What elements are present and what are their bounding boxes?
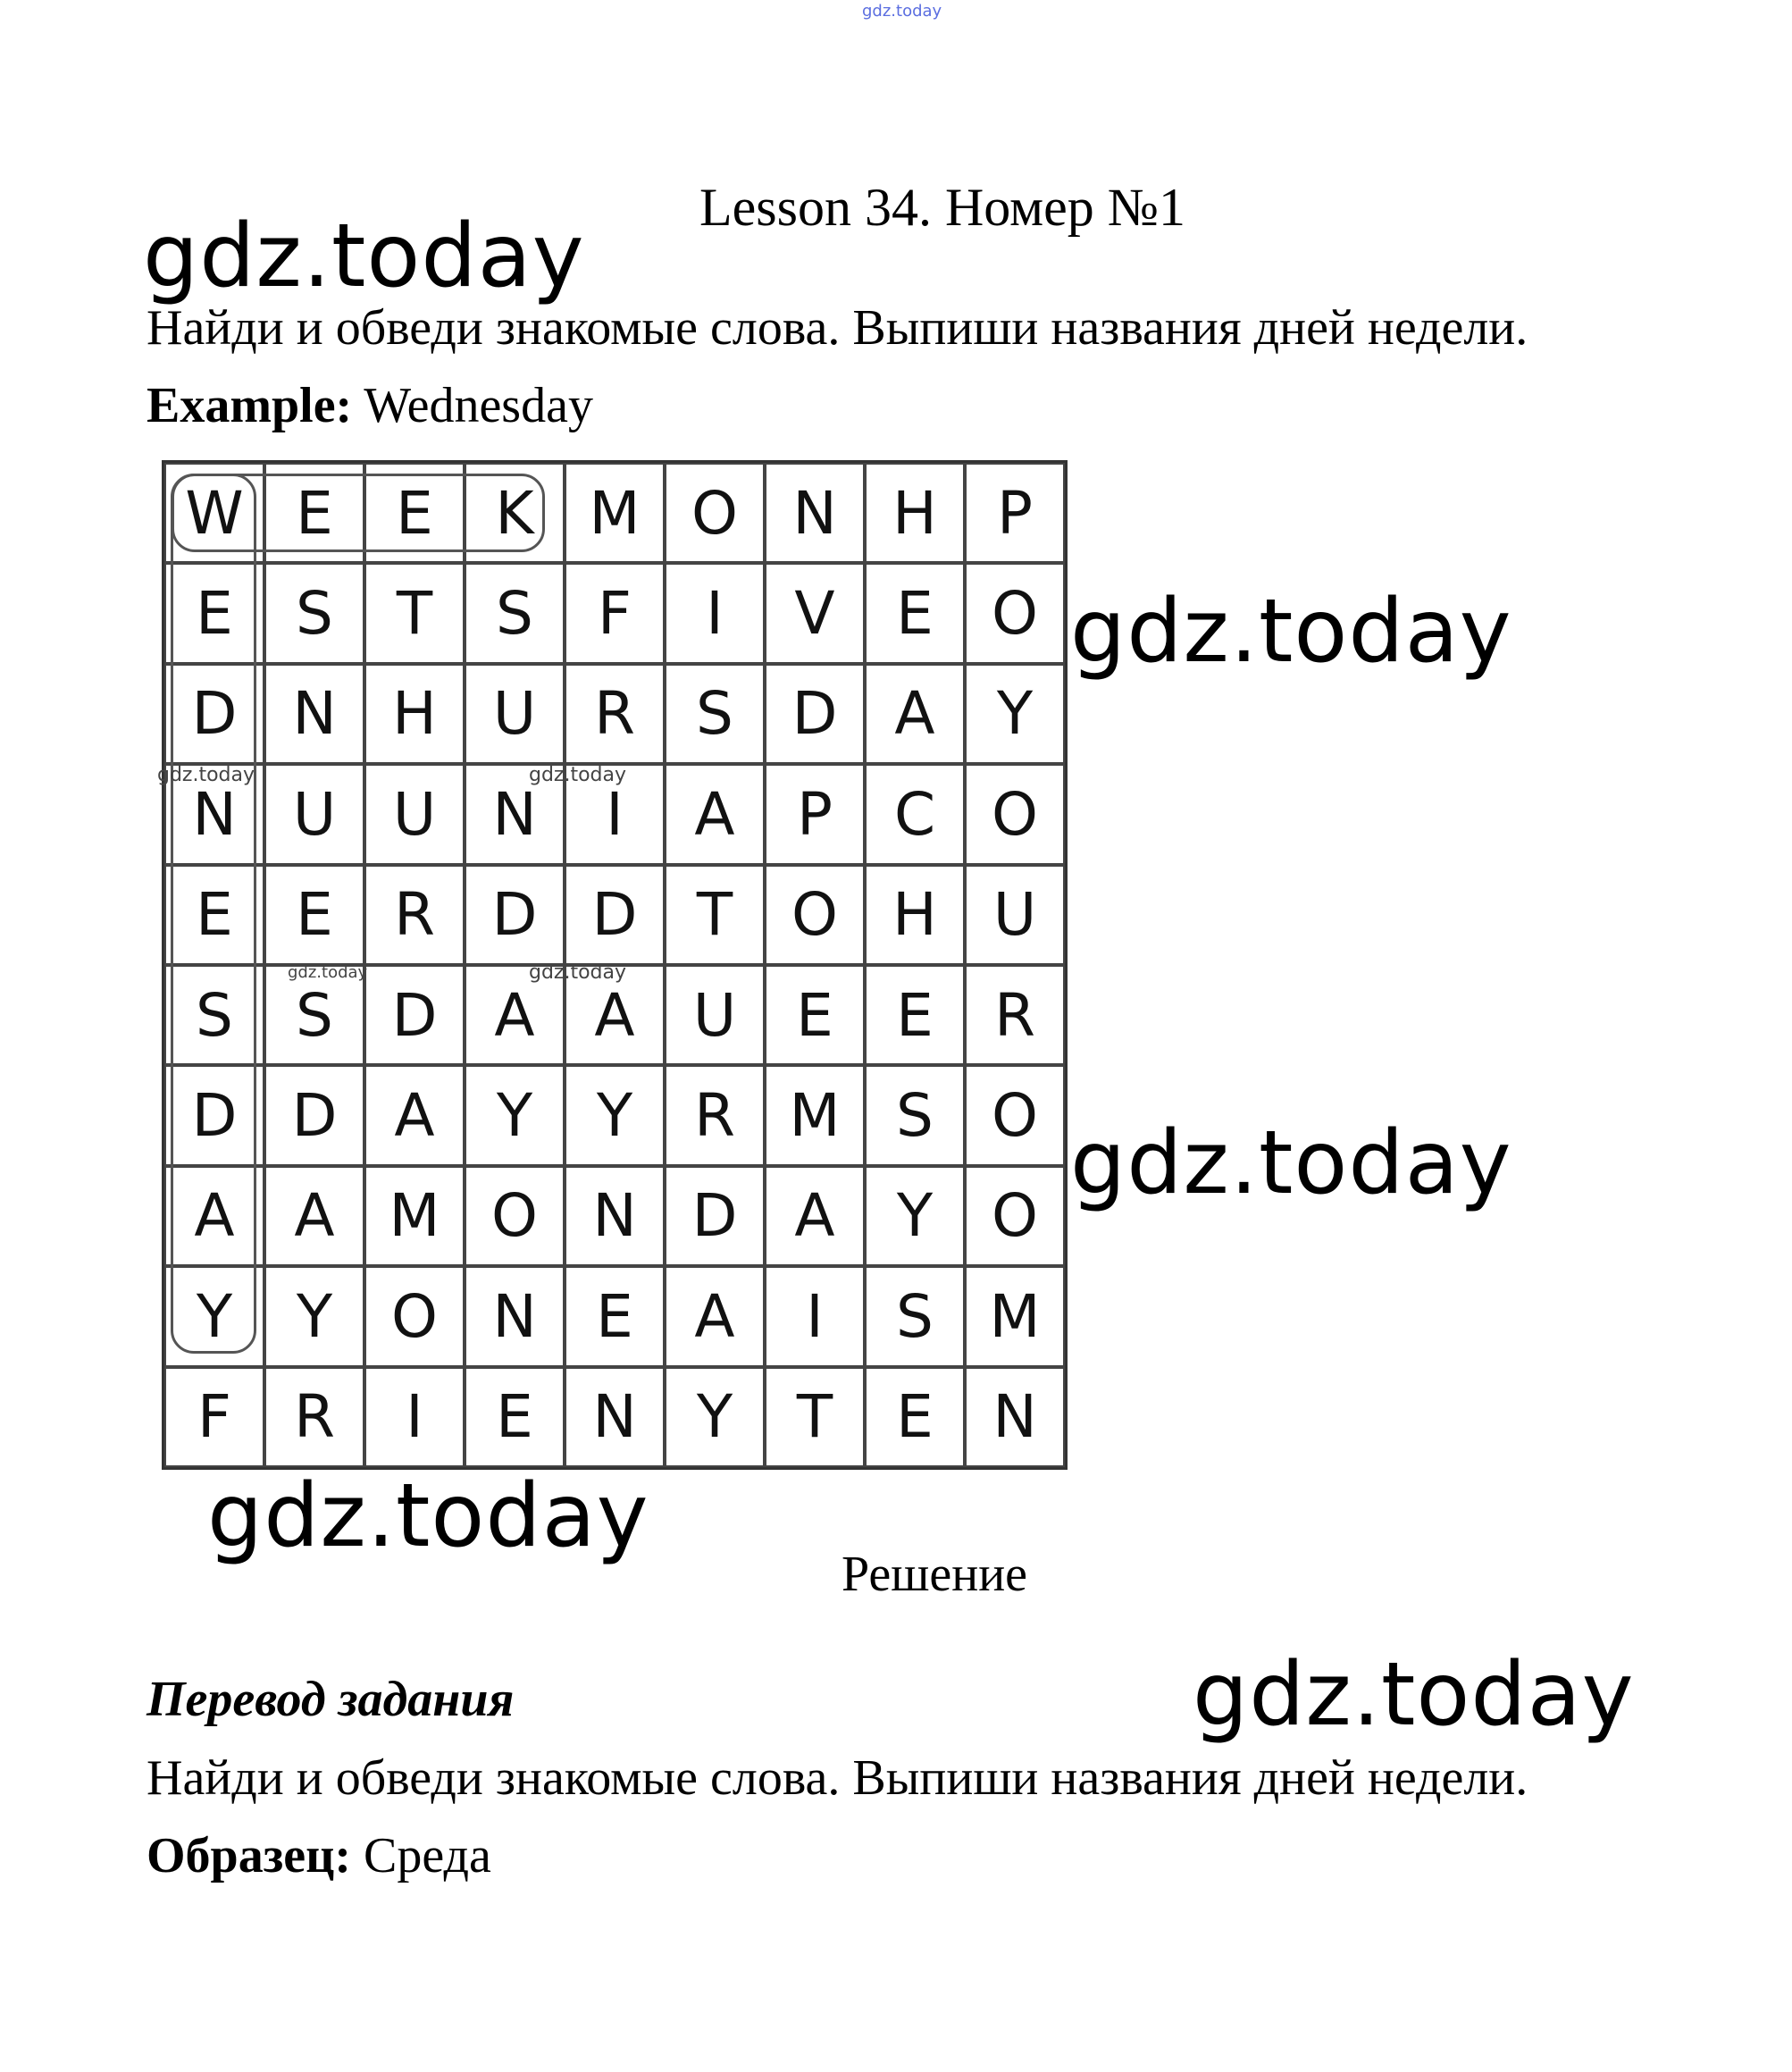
grid-cell: A bbox=[765, 1166, 865, 1266]
grid-cell: A bbox=[665, 1266, 765, 1366]
grid-cell: Y bbox=[465, 1065, 565, 1165]
grid-cell: U bbox=[665, 965, 765, 1065]
grid-cell: U bbox=[965, 865, 1065, 965]
grid-cell: Y bbox=[965, 664, 1065, 764]
watermark-1: gdz.today bbox=[143, 206, 585, 307]
grid-cell: S bbox=[264, 965, 364, 1065]
translation-sample bbox=[147, 1827, 491, 1884]
grid-cell: A bbox=[665, 764, 765, 864]
grid-cell: E bbox=[765, 965, 865, 1065]
grid-cell: R bbox=[965, 965, 1065, 1065]
grid-watermark-3: gdz.today bbox=[288, 963, 368, 982]
grid-cell: E bbox=[164, 563, 264, 663]
grid-cell: I bbox=[765, 1266, 865, 1366]
example-line bbox=[147, 377, 593, 434]
grid-cell: R bbox=[665, 1065, 765, 1165]
grid-cell: M bbox=[364, 1166, 465, 1266]
grid-cell: T bbox=[765, 1367, 865, 1467]
grid-cell: U bbox=[364, 764, 465, 864]
grid-cell: Y bbox=[264, 1266, 364, 1366]
grid-cell: Y bbox=[665, 1367, 765, 1467]
grid-cell: F bbox=[164, 1367, 264, 1467]
grid-cell: N bbox=[965, 1367, 1065, 1467]
grid-cell: M bbox=[965, 1266, 1065, 1366]
grid-cell: D bbox=[765, 664, 865, 764]
grid-cell: R bbox=[364, 865, 465, 965]
grid-cell: N bbox=[565, 1367, 665, 1467]
watermark-2: gdz.today bbox=[1070, 581, 1512, 683]
grid-cell: H bbox=[865, 865, 965, 965]
grid-cell: E bbox=[565, 1266, 665, 1366]
grid-cell: O bbox=[665, 463, 765, 563]
grid-cell: S bbox=[865, 1065, 965, 1165]
grid-cell: E bbox=[364, 463, 465, 563]
grid-cell: O bbox=[965, 1065, 1065, 1165]
grid-cell: D bbox=[465, 865, 565, 965]
watermark-4: gdz.today bbox=[207, 1465, 649, 1567]
grid-cell: D bbox=[665, 1166, 765, 1266]
translation-task: Найди и обведи знакомые слова. Выпиши названия дней недели. bbox=[147, 1750, 1528, 1806]
grid-cell: N bbox=[565, 1166, 665, 1266]
grid-cell: O bbox=[765, 865, 865, 965]
grid-cell: A bbox=[364, 1065, 465, 1165]
grid-cell: O bbox=[965, 764, 1065, 864]
watermark-3: gdz.today bbox=[1070, 1112, 1512, 1214]
grid-cell: N bbox=[465, 1266, 565, 1366]
grid-cell: I bbox=[565, 764, 665, 864]
grid-cell: A bbox=[465, 965, 565, 1065]
grid-cell: N bbox=[164, 764, 264, 864]
grid-cell: E bbox=[164, 865, 264, 965]
grid-cell: O bbox=[965, 563, 1065, 663]
grid-cell: H bbox=[364, 664, 465, 764]
grid-cell: C bbox=[865, 764, 965, 864]
grid-cell: Y bbox=[164, 1266, 264, 1366]
grid-cell: O bbox=[364, 1266, 465, 1366]
example-label: Example: bbox=[147, 378, 353, 433]
grid-watermark-4: gdz.today bbox=[529, 961, 627, 984]
translation-heading: Перевод задания bbox=[147, 1672, 515, 1727]
grid-cell: M bbox=[765, 1065, 865, 1165]
grid-cell: U bbox=[465, 664, 565, 764]
grid-cell: S bbox=[264, 563, 364, 663]
watermark-5: gdz.today bbox=[1193, 1644, 1635, 1746]
grid-cell: S bbox=[465, 563, 565, 663]
grid-cell: I bbox=[364, 1367, 465, 1467]
grid-cell: D bbox=[164, 664, 264, 764]
grid-cell: V bbox=[765, 563, 865, 663]
grid-watermark-1: gdz.today bbox=[157, 764, 255, 786]
grid-cell: Y bbox=[865, 1166, 965, 1266]
header-watermark: gdz.today bbox=[862, 2, 942, 21]
sample-label: Образец: bbox=[147, 1828, 351, 1883]
grid-cell: S bbox=[865, 1266, 965, 1366]
grid-cell: R bbox=[264, 1367, 364, 1467]
grid-cell: D bbox=[565, 865, 665, 965]
grid-cell: O bbox=[465, 1166, 565, 1266]
grid-cell: A bbox=[565, 965, 665, 1065]
grid-cell: Y bbox=[565, 1065, 665, 1165]
grid-cell: A bbox=[264, 1166, 364, 1266]
grid-cell: M bbox=[565, 463, 665, 563]
grid-cell: T bbox=[665, 865, 765, 965]
grid-cell: I bbox=[665, 563, 765, 663]
grid-cell: T bbox=[364, 563, 465, 663]
grid-cell: S bbox=[665, 664, 765, 764]
grid-cell: K bbox=[465, 463, 565, 563]
grid-cell: O bbox=[965, 1166, 1065, 1266]
grid-cell: E bbox=[865, 1367, 965, 1467]
grid-cell: S bbox=[164, 965, 264, 1065]
grid-cell: R bbox=[565, 664, 665, 764]
solution-label: Решение bbox=[842, 1547, 1028, 1602]
circle-wednesday bbox=[171, 474, 256, 1354]
grid-cell: E bbox=[264, 463, 364, 563]
grid-cell: A bbox=[865, 664, 965, 764]
grid-cell: D bbox=[264, 1065, 364, 1165]
grid-cell: U bbox=[264, 764, 364, 864]
grid-cell: W bbox=[164, 463, 264, 563]
grid-watermark-2: gdz.today bbox=[529, 764, 627, 786]
grid-cell: D bbox=[164, 1065, 264, 1165]
grid-cell: E bbox=[865, 563, 965, 663]
grid-cell: F bbox=[565, 563, 665, 663]
grid-cell: A bbox=[164, 1166, 264, 1266]
grid-cell: D bbox=[364, 965, 465, 1065]
grid-cell: P bbox=[965, 463, 1065, 563]
grid-cell: N bbox=[264, 664, 364, 764]
grid-cell: N bbox=[765, 463, 865, 563]
lesson-title: Lesson 34. Номер №1 bbox=[699, 178, 1186, 237]
example-value: Wednesday bbox=[364, 378, 593, 433]
grid-cell: E bbox=[465, 1367, 565, 1467]
grid-cell: E bbox=[264, 865, 364, 965]
grid-cell: N bbox=[465, 764, 565, 864]
grid-cell: P bbox=[765, 764, 865, 864]
grid-cell: E bbox=[865, 965, 965, 1065]
sample-value: Среда bbox=[363, 1828, 491, 1883]
grid-cell: H bbox=[865, 463, 965, 563]
task-instruction: Найди и обведи знакомые слова. Выпиши названия дней недели. bbox=[147, 300, 1528, 356]
